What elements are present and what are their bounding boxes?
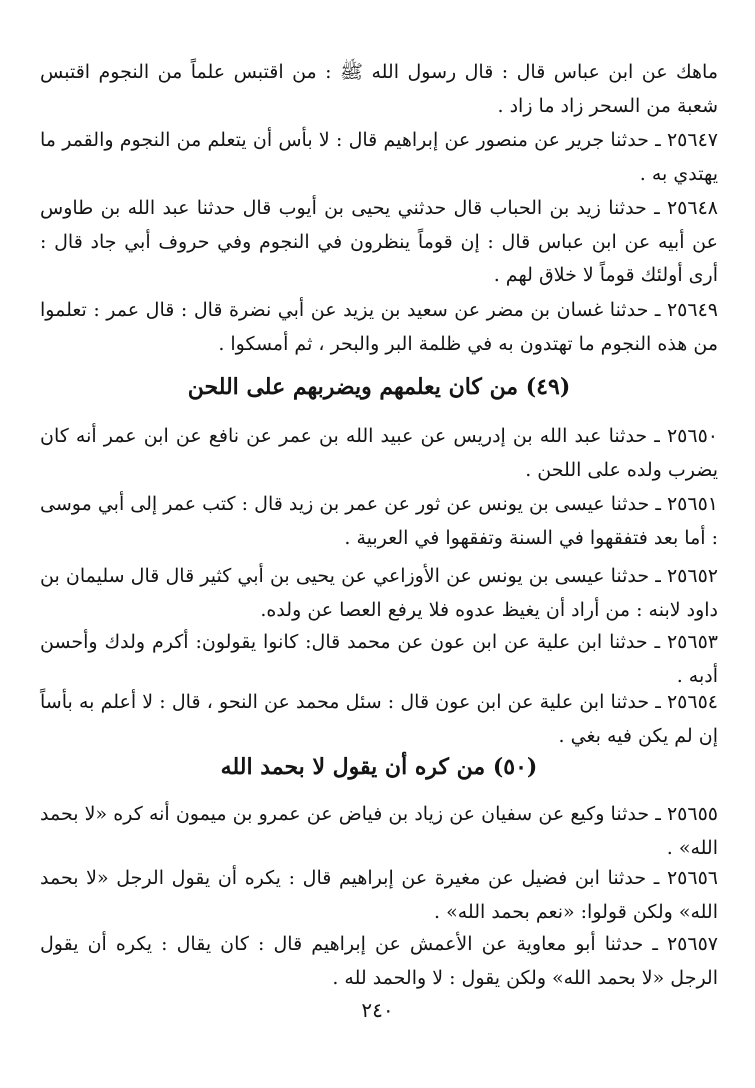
- paragraph-25652: ٢٥٦٥٢ ـ حدثنا عيسى بن يونس عن الأوزاعي عن يحيى بن أبي كثير قال قال سليمان بن داود لابنه : من أراد أن يغيظ عدوه فلا يرفع العصا عن ولده.: [40, 565, 718, 621]
- paragraph-25653: ٢٥٦٥٣ ـ حدثنا ابن علية عن ابن عون عن محمد قال: كانوا يقولون: أكرم ولدك وأحسن أدبه .: [40, 631, 718, 687]
- section-heading-50: (٥٠) من كره أن يقول لا بحمد الله: [220, 754, 538, 780]
- section-heading-49: (٤٩) من كان يعلمهم ويضربهم على اللحن: [187, 374, 571, 400]
- paragraph-25654: ٢٥٦٥٤ ـ حدثنا ابن علية عن ابن عون قال : سئل محمد عن النحو ، قال : لا أعلم به بأساً إن لم يكن فيه بغي .: [40, 691, 718, 747]
- paragraph-25657: ٢٥٦٥٧ ـ حدثنا أبو معاوية عن الأعمش عن إبراهيم قال : كان يقال : يكره أن يقول الرجل «لا بحمد الله» ولكن يقول : لا والحمد لله .: [40, 933, 718, 989]
- paragraph-25656: ٢٥٦٥٦ ـ حدثنا ابن فضيل عن مغيرة عن إبراهيم قال : يكره أن يقول الرجل «لا بحمد الله» ولكن قولوا: «نعم بحمد الله» .: [40, 867, 718, 923]
- paragraph-25651: ٢٥٦٥١ ـ حدثنا عيسى بن يونس عن ثور عن عمر بن زيد قال : كتب عمر إلى أبي موسى : أما بعد فتفقهوا في السنة وتفقهوا في العربية .: [40, 493, 718, 549]
- paragraph-continuation: ماهك عن ابن عباس قال : قال رسول الله ﷺ : من اقتبس علماً من النجوم اقتبس شعبة من السحر زاد ما زاد .: [40, 61, 718, 117]
- paragraph-25648: ٢٥٦٤٨ ـ حدثنا زيد بن الحباب قال حدثني يحيى بن أيوب قال حدثنا عبد الله بن طاوس عن أبيه عن ابن عباس قال : إن قوماً ينظرون في النجوم وفي حروف أبي جاد قال : أرى أولئك قوماً لا خلاق لهم .: [40, 197, 718, 286]
- page-number: ٢٤٠: [361, 998, 394, 1022]
- paragraph-25649: ٢٥٦٤٩ ـ حدثنا غسان بن مضر عن سعيد بن يزيد عن أبي نضرة قال : قال عمر : تعلموا من هذه النجوم ما تهتدون به في ظلمة البر والبحر ، ثم أمسكوا .: [40, 299, 718, 355]
- paragraph-25655: ٢٥٦٥٥ ـ حدثنا وكيع عن سفيان عن زياد بن فياض عن عمرو بن ميمون أنه كره «لا بحمد الله» .: [40, 803, 718, 859]
- paragraph-25650: ٢٥٦٥٠ ـ حدثنا عبد الله بن إدريس عن عبيد الله بن عمر عن نافع عن ابن عمر أنه كان يضرب ولده على اللحن .: [40, 425, 718, 481]
- paragraph-25647: ٢٥٦٤٧ ـ حدثنا جرير عن منصور عن إبراهيم قال : لا بأس أن يتعلم من النجوم والقمر ما يهتدي به .: [40, 129, 718, 185]
